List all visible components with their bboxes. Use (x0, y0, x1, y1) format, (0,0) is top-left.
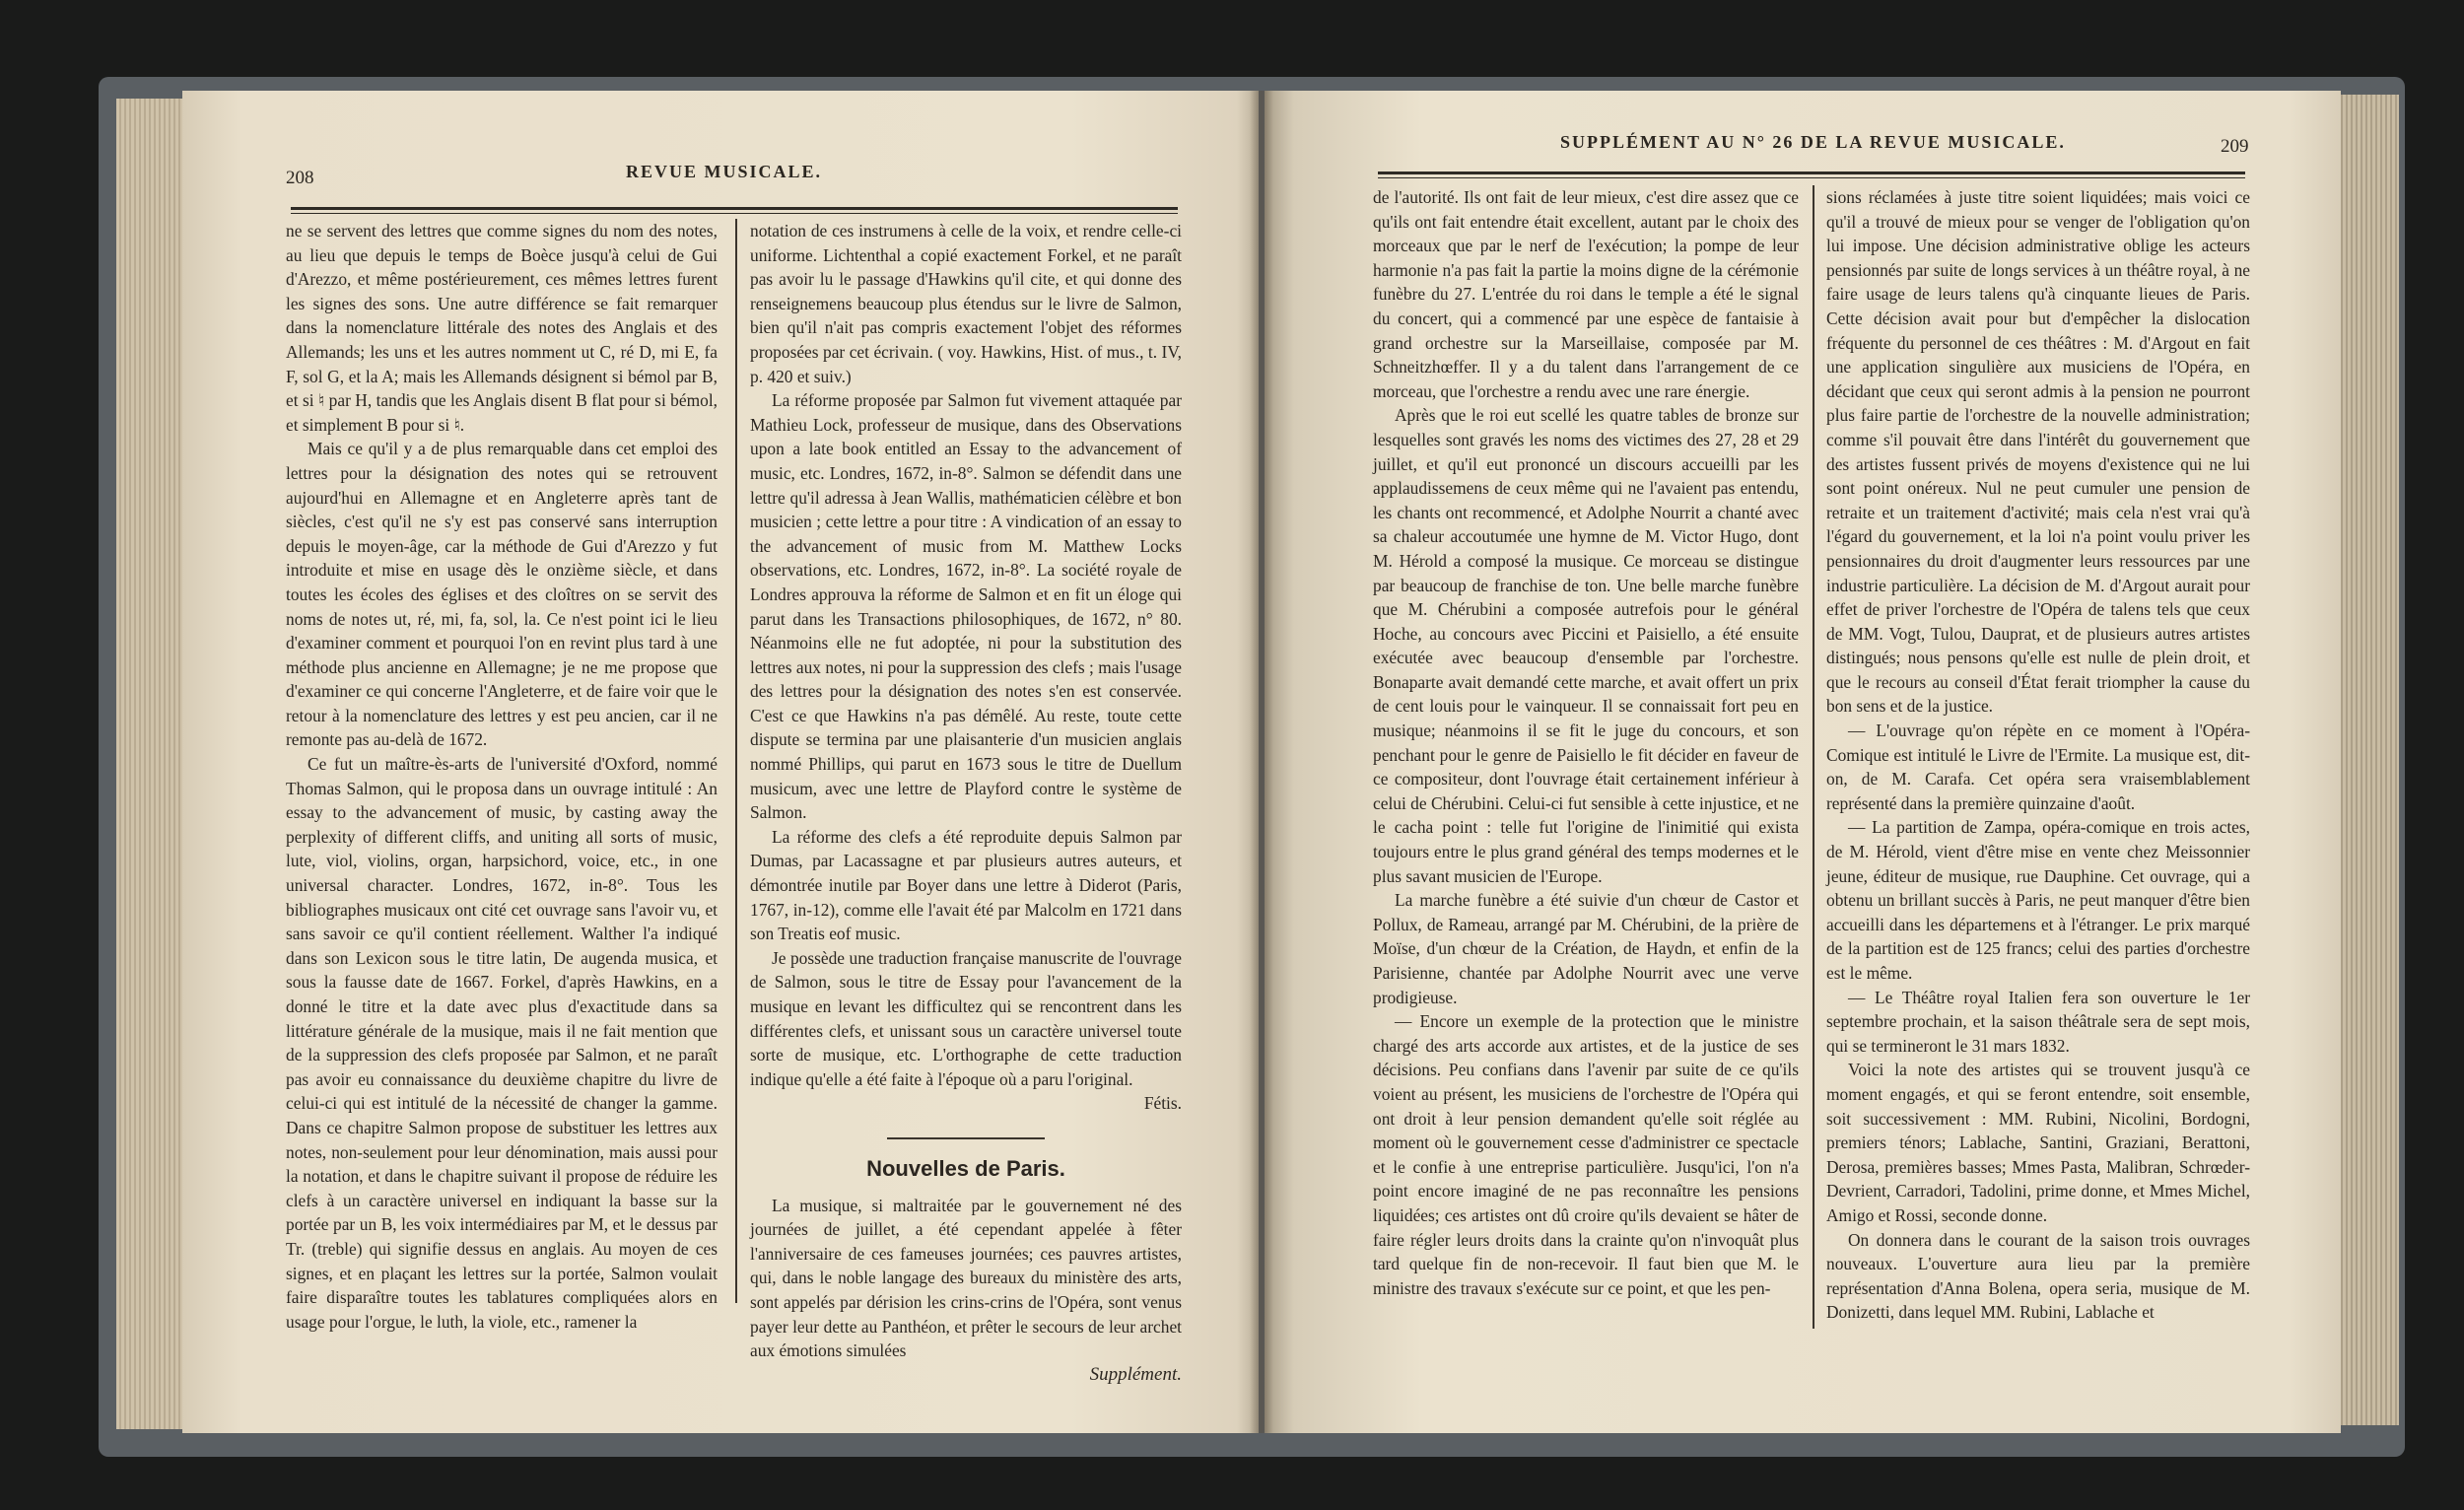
book-gutter (1250, 91, 1273, 1433)
paragraph: ne se servent des lettres que comme signes du nom des notes, au lieu que depuis le temps de Boèce jusqu'à celui de Gui d'Arezzo, et même postérieurement, ces mêmes lettres furent les signes des sons. Une autre différence se fait remarquer dans la nomenclature littérale des notes des Anglais et des Allemands; les uns et les autres nomment ut C, ré D, mi E, fa F, sol G, et la A; mais les Allemands désignent si bémol par B, et si ♮ par H, tandis que les Anglais disent B flat pour si bémol, et simplement B pour si ♮. (286, 221, 718, 435)
paragraph: Après que le roi eut scellé les quatre tables de bronze sur lesquelles sont gravés les noms des victimes des 27, 28 et 29 juillet, et qu'il eut prononcé un discours accueilli par les applaudissemens de ceux même qui ne l'avaient pas entendu, les chants ont recommencé, et Adolphe Nourrit a chanté avec sa chaleur accoutumée une hymne de M. Victor Hugo, dont M. Hérold a composé la musique. Ce morceau se distingue par beaucoup de franchise de ton. Une belle marche funèbre que M. Chérubini a composée autrefois pour le général Hoche, au concours avec Piccini et Paisiello, a été ensuite exécutée avec beaucoup d'ensemble par l'orchestre. Bonaparte avait demandé cette marche, et avait offert un prix de cent louis pour le vainqueur. Il se connaissait fort peu en musique; néanmoins il se fit le juge du concours, et son penchant pour le genre de Paisiello le fit décider en faveur de ce compositeur, dont l'ouvrage était certainement inférieur à celui de Chérubini. Celui-ci fut sensible à cette injustice, et ne le cacha point : telle fut l'origine de l'inimitié qui exista toujours entre le plus grand général des temps modernes et le plus savant musicien de l'Europe. (1373, 405, 1799, 886)
header-rule (1378, 172, 2245, 174)
left-column-1 (286, 219, 718, 1334)
running-head: REVUE MUSICALE. (626, 162, 823, 181)
paragraph: sions réclamées à juste titre soient liquidées; mais voici ce qu'il a trouvé de mieux pour se venger de l'obligation qu'on lui impose. Une décision administrative oblige les acteurs pensionnés par suite de longs services à un théâtre royal, à ne faire usage de leurs talens qu'à cinquante lieues de Paris. Cette décision avait pour but d'empêcher la dislocation fréquente du personnel de ces théâtres : M. d'Argout en fait une application singulière aux musiciens de l'Opéra, en décidant que ceux qui seront admis à la pension ne pourront plus faire partie de l'orchestre de la nouvelle administration; comme s'il pouvait être dans l'intérêt du gouvernement que des artistes fussent privés de moyens d'existence qui ne lui sont point onéreux. Nul ne peut cumuler une pension de retraite et un traitement d'activité; mais cela n'est vrai qu'à l'égard du gouvernement, et la loi n'a point voulu priver les pensionnaires du droit d'augmenter leurs ressources par une industrie particulière. La décision de M. d'Argout aurait pour effet de priver l'orchestre de l'Opéra de talens tels que ceux de MM. Vogt, Tulou, Dauprat, et de plusieurs autres artistes distingués; nous pensons qu'elle est nulle de plein droit, et que le recours au conseil d'État ferait triompher la cause du bon sens et de la justice. (1826, 187, 2250, 717)
section-title: Nouvelles de Paris. (866, 1155, 1065, 1181)
right-column-1 (1373, 185, 1799, 1300)
paragraph: La réforme des clefs a été reproduite depuis Salmon par Dumas, par Lacassagne et par plusieurs autres auteurs, et démontrée inutile par Boyer dans une lettre à Diderot (Paris, 1767, in-12), comme elle l'avait été par Malcolm en 1721 dans son Treatis eof music. (750, 826, 1182, 944)
author-signature: Fétis. (1143, 1093, 1182, 1114)
left-column-2 (750, 219, 1182, 1387)
catchword: Supplément. (1089, 1363, 1182, 1385)
paragraph: Voici la note des artistes qui se trouvent jusqu'à ce moment engagés, et qui se feront entendre, soit ensemble, soit successivement : MM. Rubini, Nicolini, Bordogni, premiers ténors; Lablache, Santini, Graziani, Berattoni, Derosa, premières basses; Mmes Pasta, Malibran, Schrœder-Devrient, Carradori, Tadolini, prime donne, et Mmes Michel, Amigo et Rossi, seconde donne. (1826, 1060, 2250, 1225)
running-head: SUPPLÉMENT AU N° 26 DE LA REVUE MUSICALE. (1560, 132, 2066, 152)
header-rule-thin (291, 213, 1178, 214)
right-page-edges (2338, 95, 2399, 1425)
page-number: 209 (2221, 136, 2249, 157)
paragraph: notation de ces instrumens à celle de la voix, et rendre celle-ci uniforme. Lichtenthal a copié exactement Forkel, et ne paraît pas avoir lu le passage d'Hawkins qu'il cite, et qui donne des renseignemens beaucoup plus étendus sur le livre de Salmon, bien qu'il n'ait pas compris exactement l'objet des réformes proposées par cet écrivain. ( voy. Hawkins, Hist. of mus., t. IV, p. 420 et suiv.) (750, 221, 1182, 386)
paragraph: — L'ouvrage qu'on répète en ce moment à l'Opéra-Comique est intitulé le Livre de l'Ermite. La musique est, dit-on, de M. Carafa. Cet opéra sera vraisemblablement représenté dans la première quinzaine d'août. (1826, 721, 2250, 813)
paragraph: On donnera dans le courant de la saison trois ouvrages nouveaux. L'ouverture aura lieu par la première représentation d'Anna Bolena, opera seria, musique de M. Donizetti, dans lequel MM. Rubini, Lablache et (1826, 1229, 2250, 1323)
left-page-edges (116, 99, 187, 1429)
right-column-2 (1826, 185, 2250, 1325)
header-rule (291, 207, 1178, 210)
paragraph: Mais ce qu'il y a de plus remarquable dans cet emploi des lettres pour la désignation des notes qui se retrouvent aujourd'hui en Allemagne et en Angleterre après tant de siècles, c'est qu'il ne s'y est pas conservé sans interruption depuis le moyen-âge, car la méthode de Gui d'Arezzo y fut introduite et mise en usage dès le onzième siècle, et dans toutes les écoles des églises et des cloîtres on se servit des noms de notes ut, ré, mi, fa, sol, la. Ce n'est point ici le lieu d'examiner comment et pourquoi l'on en revint plus tard à une méthode plus ancienne en Allemagne; je ne me propose que d'examiner ce qui concerne l'Angleterre, et de faire voir que le retour à la nomenclature des lettres y est peu ancien, car il ne remonte pas au-delà de 1672. (286, 439, 718, 750)
paragraph: La réforme proposée par Salmon fut vivement attaquée par Mathieu Lock, professeur de musique, dans des Observations upon a late book entitled an Essay to the advancement of music, etc. Londres, 1672, in-8°. Salmon se défendit dans une lettre qu'il adressa à Jean Wallis, mathématicien célèbre et bon musicien ; cette lettre a pour titre : A vindication of an essay to the advancement of music from M. Matthew Locks observations, etc. Londres, 1672, in-8°. La société royale de Londres approuva la réforme de Salmon et en fit un éloge qui parut dans les Transactions philosophiques, de 1672, n° 80. Néanmoins elle ne fut adoptée, ni pour la substitution des lettres aux notes, ni pour la suppression des clefs ; mais l'usage des lettres pour la désignation des notes s'en est conservée. C'est ce que Hawkins n'a pas démêlé. Au reste, toute cette dispute se termina par une plaisanterie d'un musicien anglais nommé Phillips, qui parut en 1673 sous le titre de Duellum musicum, avec une lettre de Playford contre le système de Salmon. (750, 390, 1182, 823)
page-number: 208 (286, 168, 314, 188)
paragraph: de l'autorité. Ils ont fait de leur mieux, c'est dire assez que ce qu'ils ont fait entendre était excellent, autant par le choix des morceaux que par le nerf de l'exécution; la pompe de leur harmonie n'a pas fait la partie la moins digne de la cérémonie funèbre du 27. L'entrée du roi dans le temple a été le signal du concert, qui a commencé par une espèce de fantaisie à grand orchestre sur la Marseillaise, composée par M. Schneitzhœffer. Il y a du talent dans l'arrangement de ce morceau, que l'orchestre a rendu avec une rare énergie. (1373, 187, 1799, 401)
paragraph: — La partition de Zampa, opéra-comique en trois actes, de M. Hérold, vient d'être mise en vente chez Meissonnier jeune, éditeur de musique, rue Dauphine. Cet ouvrage, qui a obtenu un brillant succès à Paris, ne peut manquer d'être bien accueilli dans les départemens et à l'étranger. Le prix marqué de la partition est de 125 francs; celui des parties d'orchestre est le même. (1826, 817, 2250, 983)
header-rule-thin (1378, 177, 2245, 178)
column-divider (1813, 185, 1814, 1329)
paragraph: Ce fut un maître-ès-arts de l'université d'Oxford, nommé Thomas Salmon, qui le proposa dans un ouvrage intitulé : An essay to the advancement of music, by casting away the perplexity of different cliffs, and uniting all sorts of music, lute, viol, violins, organ, harpsichord, voice, etc., in one universal character. Londres, 1672, in-8°. Tous les bibliographes musicaux ont cité cet ouvrage sans l'avoir vu, et sans savoir ce qu'il contient réellement. Walther l'a indiqué dans son Lexicon sous le titre latin, De augenda musica, et sous la fausse date de 1667. Forkel, d'après Hawkins, en a donné le titre et la date avec plus d'exactitude dans sa littérature générale de la musique, mais il ne fait mention que de la suppression des clefs proposée par Salmon, et ne paraît pas avoir eu connaissance du deuxième chapitre du livre de celui-ci qui est intitulé de la nécessité de changer la gamme. Dans ce chapitre Salmon propose de substituer les lettres aux notes, non-seulement pour leur dénomination, mais aussi pour la notation, et dans le chapitre suivant il propose de réduire les clefs à un caractère universel en indiquant la basse sur la portée par un B, les voix intermédiaires par M, et le dessus par Tr. (treble) qui signifie dessus en anglais. Au moyen de ces signes, et en plaçant les lettres sur la portée, Salmon voulait faire disparaître toutes les tablatures compliquées alors en usage pour l'orgue, le luth, la viole, etc., ramener la (286, 754, 718, 1332)
paragraph: La marche funèbre a été suivie d'un chœur de Castor et Pollux, de Rameau, arrangé par M. Chérubini, de la prière de Moïse, d'un chœur de la Création, de Haydn, et enfin de la Parisienne, chantée par Adolphe Nourrit avec une verve prodigieuse. (1373, 890, 1799, 1007)
paragraph: Je possède une traduction française manuscrite de l'ouvrage de Salmon, sous le titre de Essay pour l'avancement de la musique en levant les difficultez qui se rencontrent dans les différentes clefs, et unissant sous un caractère universel toute sorte de musique, etc. L'orthographe de cette traduction indique qu'elle a été faite à l'époque où a paru l'original. (750, 947, 1182, 1089)
paragraph: — Encore un exemple de la protection que le ministre chargé des arts accorde aux artistes, et de la justice de ses décisions. Peu confians dans l'avenir par suite de ce qu'ils voient au présent, les musiciens de l'orchestre de l'Opéra qui ont droit à leur pension demandent qu'elle soit réglée au moment où le gouvernement cesse d'administrer ce spectacle et le confie à une entreprise particulière. Jusqu'ici, l'on n'a point encore imaginé de ne pas reconnaître les pensions liquidées; ces artistes ont dû croire qu'ils devaient se hâter de faire régler leurs droits dans la crainte qu'on n'invoquât plus tard quelque fin de non-recevoir. Il faut bien que M. le ministre des travaux s'exécute sur ce point, et que les pen- (1373, 1011, 1799, 1298)
right-page (1265, 91, 2341, 1433)
paragraph: — Le Théâtre royal Italien fera son ouverture le 1er septembre prochain, et la saison théâtrale sera de sept mois, qui se termineront le 31 mars 1832. (1826, 987, 2250, 1056)
column-divider (735, 219, 737, 1303)
section-divider (887, 1137, 1045, 1139)
left-page (182, 91, 1259, 1433)
paragraph: La musique, si maltraitée par le gouvernement né des journées de juillet, a été cependant appelée à fêter l'anniversaire de ces fameuses journées; ces pauvres artistes, qui, dans le noble langage des bureaux du ministère des arts, sont appelés par dérision les crins-crins de l'Opéra, sont venus payer leur dette au Panthéon, et prêter le secours de leur archet aux émotions simulées (750, 1195, 1182, 1361)
